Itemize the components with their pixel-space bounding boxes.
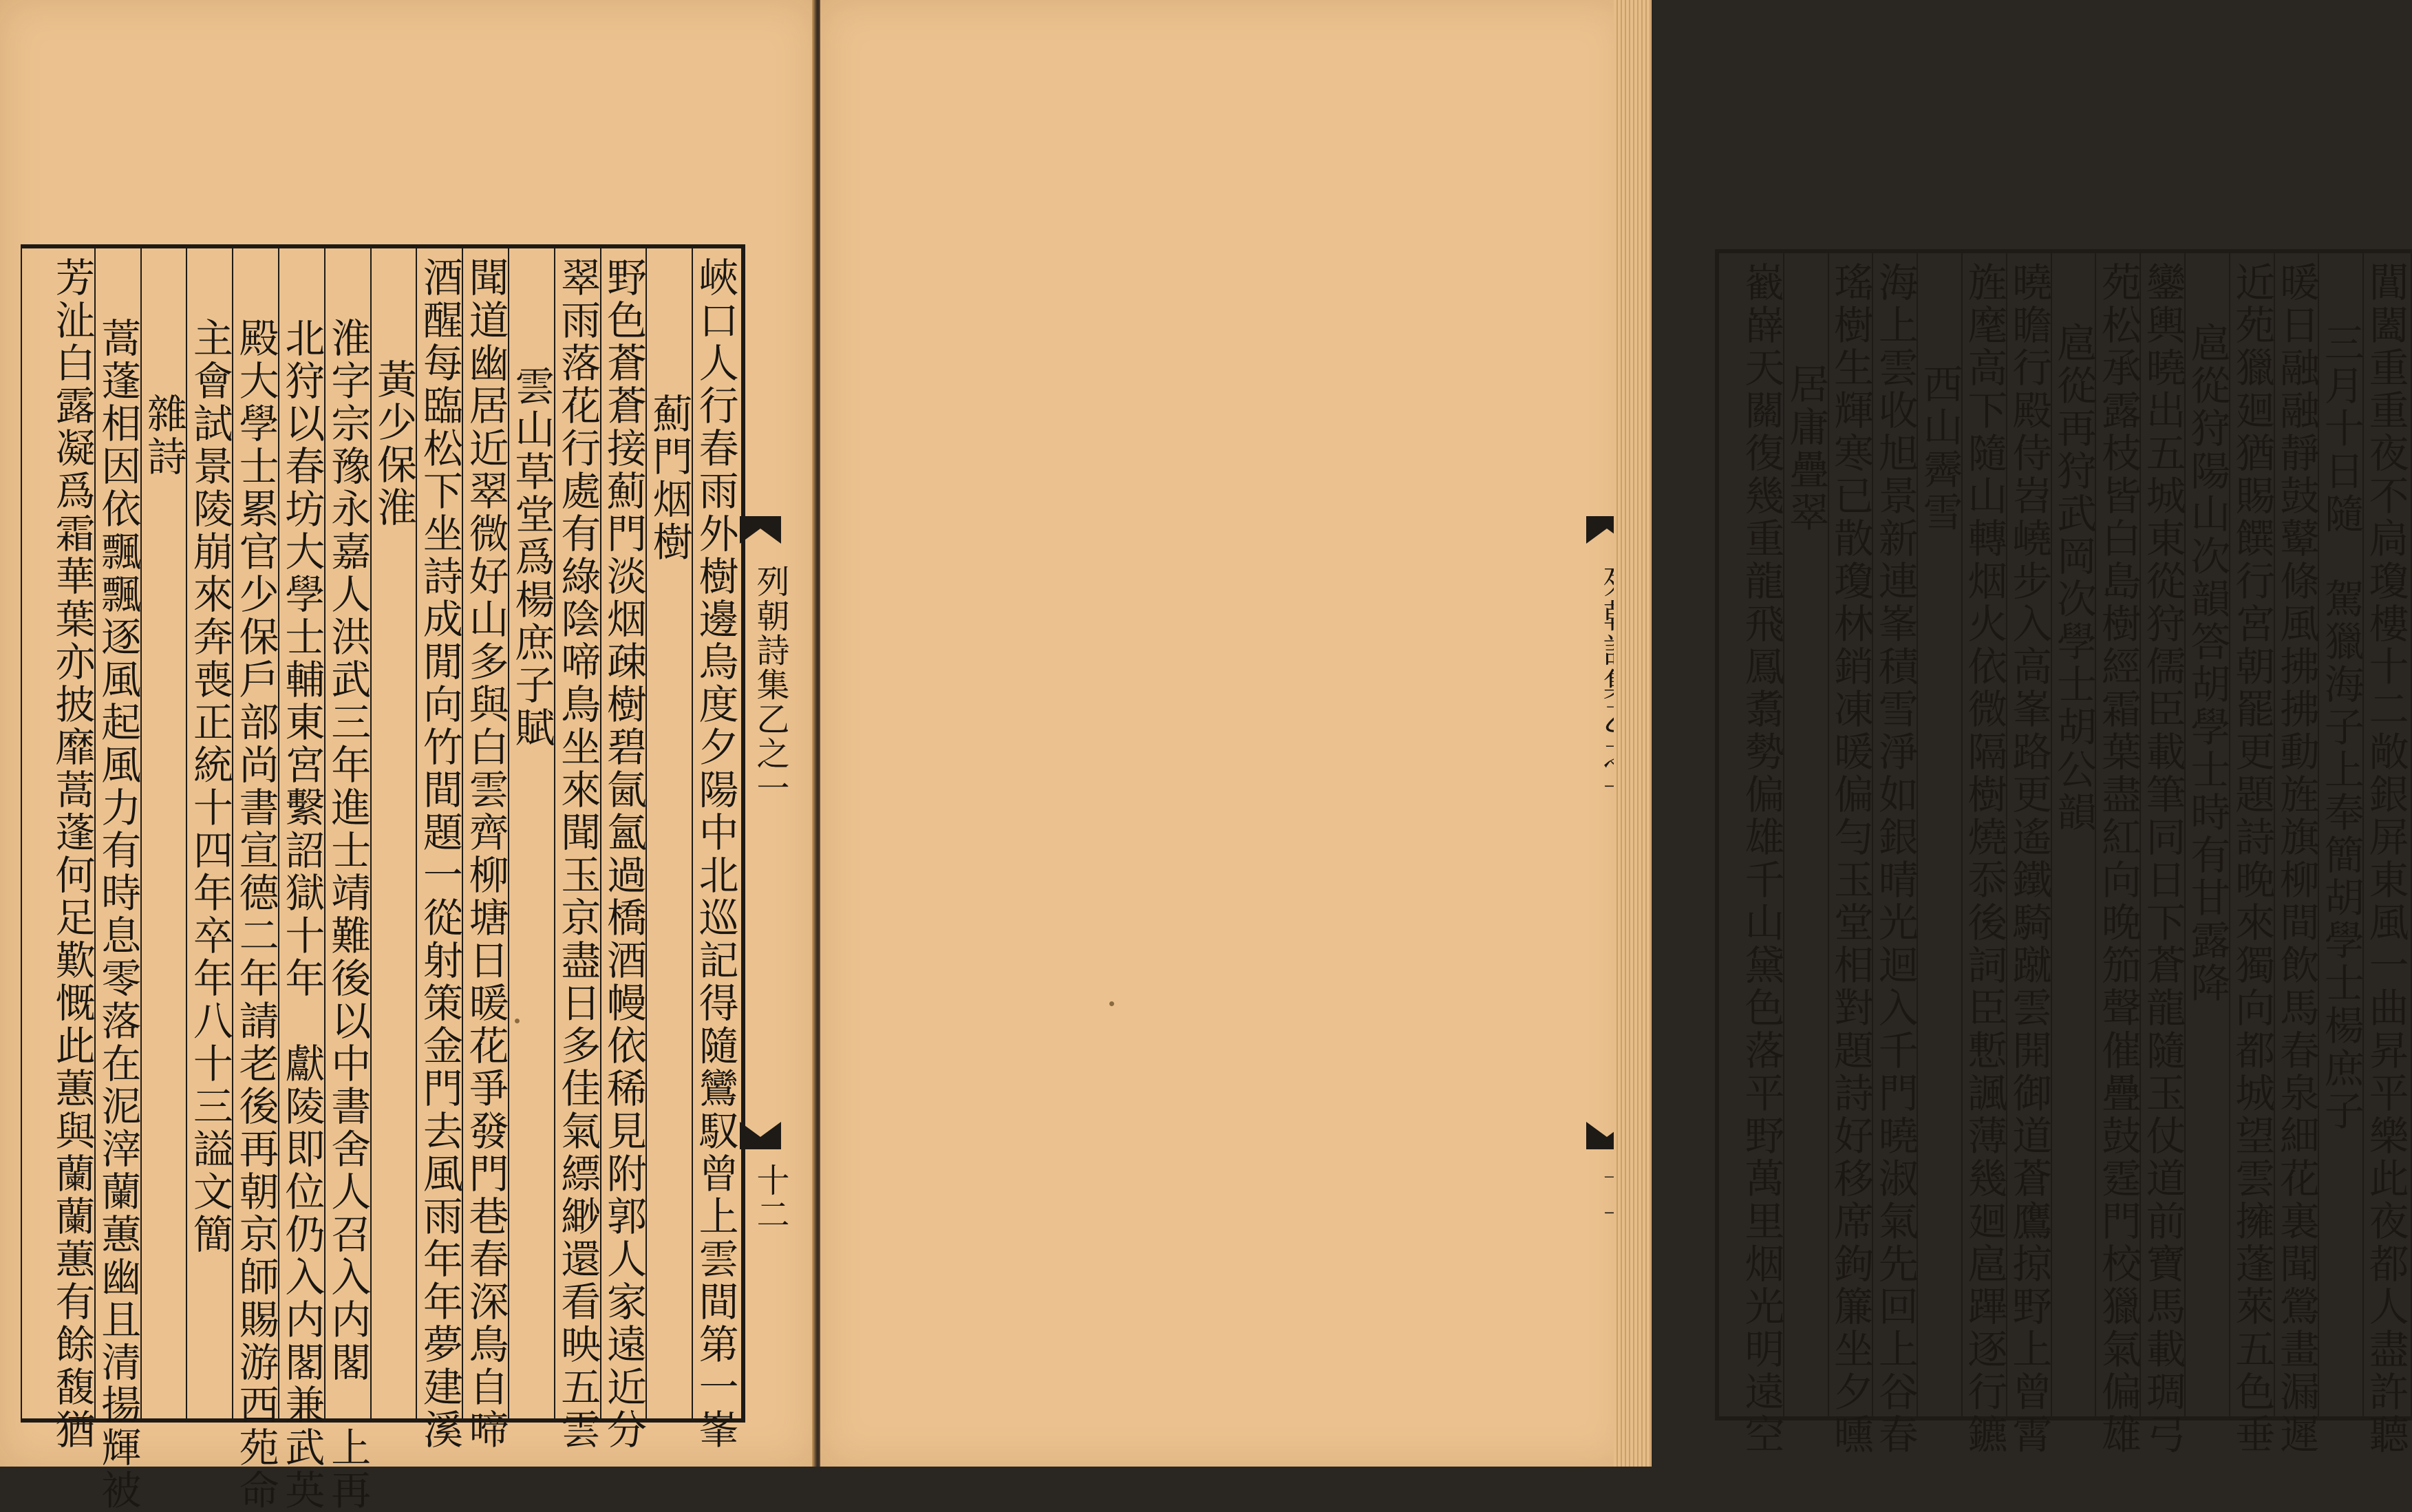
text-column (232, 248, 279, 1512)
text-column (692, 248, 739, 1451)
text-column (2317, 253, 2365, 1416)
poem-heading: 雜詩 (140, 393, 188, 478)
right-text-frame (1715, 249, 2412, 1456)
poem-heading: 西山霽雪 (1916, 363, 1963, 534)
text-column (645, 248, 692, 1418)
fish-tail-mark-upper (740, 516, 781, 544)
prose-line: 蒿蓬相因依飄飄逐風起風力有時息零落在泥滓蘭蕙幽且清揚輝被 (94, 317, 142, 1512)
text-column (94, 248, 142, 1512)
right-columns (1738, 253, 2409, 1456)
text-column (1783, 253, 1828, 1416)
text-column (600, 248, 647, 1451)
poem-heading: 雲山草堂爲楊庶子賦 (508, 365, 555, 749)
text-column (140, 248, 186, 1418)
ink-speck (515, 1019, 520, 1023)
text-column (48, 248, 96, 1451)
right-page (820, 0, 2409, 1467)
verse-line: 旌麾高下隨山轉烟火依微隔樹燒忝後詞臣慙諷薄幾廻扈蹕逐行鑣 (1961, 262, 2008, 1456)
text-column (2005, 253, 2053, 1456)
prose-line: 扈從再狩武岡次學士胡公韻 (2050, 322, 2098, 834)
text-column (2094, 253, 2142, 1456)
verse-line: 瑤樹生輝寒已散瓊林銷凍暖偏勻玉堂相對題詩好移席鉤簾坐夕曛 (1827, 262, 1875, 1456)
verse-line: 峽口人行春雨外樹邊烏度夕陽中北巡記得隨鸞馭曾上雲間第一峯 (692, 257, 739, 1451)
text-column (324, 248, 372, 1512)
text-column (2139, 253, 2186, 1456)
left-fold-margin (740, 206, 789, 1411)
verse-line: 酒醒每臨松下坐詩成閒向竹間題一從射策金門去風雨年年夢建溪 (416, 257, 463, 1451)
text-column (186, 248, 232, 1418)
verse-line: 海上雲收旭景新連峯積雪淨如銀晴光迴入千門曉淑氣先回上谷春 (1871, 262, 1919, 1456)
poem-heading: 黃少保淮 (370, 359, 418, 529)
prose-line: 殿大學士累官少保戶部尚書宣德二年請老後再朝京師賜游西苑命 (232, 317, 279, 1512)
verse-line: 巀嶭天關復幾重龍飛鳳翥勢偏雄千山黛色落平野萬里烟光明遠空 (1738, 262, 1785, 1456)
left-columns (48, 248, 739, 1512)
verse-line: 芳沚白露凝爲霜華葉亦披靡蒿蓬何足歎慨此蕙與蘭蘭蕙有餘馥猶 (48, 257, 96, 1451)
verse-line: 聞道幽居近翠微好山多與白雲齊柳塘日暖花爭發門巷春深鳥自啼 (462, 257, 509, 1451)
text-column (370, 248, 416, 1418)
text-column (1738, 253, 1785, 1456)
text-column (462, 248, 509, 1451)
text-column (1961, 253, 2008, 1456)
margin-title: 列朝詩集乙之一 (751, 564, 789, 805)
prose-line: 扈從狩陽山次韻答胡學士時有甘露降 (2184, 322, 2231, 1005)
text-column (1917, 253, 1961, 1416)
prose-line: 三月十日隨 駕獵海子上奉簡胡學士楊庶子 (2317, 322, 2365, 1133)
text-column (278, 248, 325, 1512)
verse-line: 暖日融融靜鼓鼙條風拂拂動旌旗柳間飲馬春泉細花裏聞鶯畫漏遲 (2273, 262, 2320, 1456)
verse-line: 苑松承露枝皆白島樹經霜葉盡紅向晚笳聲催疊鼓霆門校獵氣偏雄 (2094, 262, 2142, 1456)
text-column (2228, 253, 2276, 1456)
text-column (416, 248, 463, 1451)
ink-speck (1109, 1001, 1114, 1006)
text-column (554, 248, 601, 1451)
fish-tail-mark-lower (740, 1122, 781, 1149)
page-stack-edge (1614, 0, 1652, 1467)
text-column (1827, 253, 1875, 1456)
text-column (2273, 253, 2320, 1456)
prose-line: 淮字宗豫永嘉人洪武三年進士靖難後以中書舍人召入内閣 上再 (324, 317, 372, 1512)
verse-line: 閶闔重重夜不扃瓊樓十二敞銀屏東風一曲昇平樂此夜都人盡許聽 (2362, 262, 2409, 1456)
left-text-frame (21, 244, 745, 1512)
text-column (2050, 253, 2098, 1416)
prose-line: 北狩以春坊大學士輔東宮繫詔獄十年 獻陵即位仍入内閣兼武英 (278, 317, 325, 1512)
verse-line: 翠雨落花行處有綠陰啼鳥坐來聞玉京盡日多佳氣縹緲還看映五雲 (554, 257, 601, 1451)
poem-heading: 薊門烟樹 (645, 393, 693, 564)
verse-line: 曉瞻行殿侍岧嶢步入高峯路更遙鐵騎蹴雲開御道蒼鷹掠野上曾霄 (2005, 262, 2053, 1456)
text-column (1871, 253, 1919, 1456)
text-column (2362, 253, 2409, 1456)
verse-line: 野色蒼蒼接薊門淡烟疎樹碧氤氳過橋酒幔依稀見附郭人家遠近分 (600, 257, 647, 1451)
verse-line: 鑾輿曉出五城東從狩儒臣載筆同日下蒼龍隨玉仗道前寶馬載琱弓 (2139, 262, 2186, 1456)
verse-line: 近苑獵廻猶賜饌行宮朝罷更題詩晚來獨向都城望雲擁蓬萊五色垂 (2228, 262, 2276, 1456)
text-column (508, 248, 554, 1418)
folio-number: 十二 (751, 1163, 789, 1232)
prose-line: 主會試景陵崩來奔喪正統十四年卒年八十三謚文簡 (186, 317, 233, 1256)
poem-heading: 居庸疊翠 (1782, 363, 1830, 534)
left-page (0, 0, 815, 1512)
text-column (2184, 253, 2229, 1416)
